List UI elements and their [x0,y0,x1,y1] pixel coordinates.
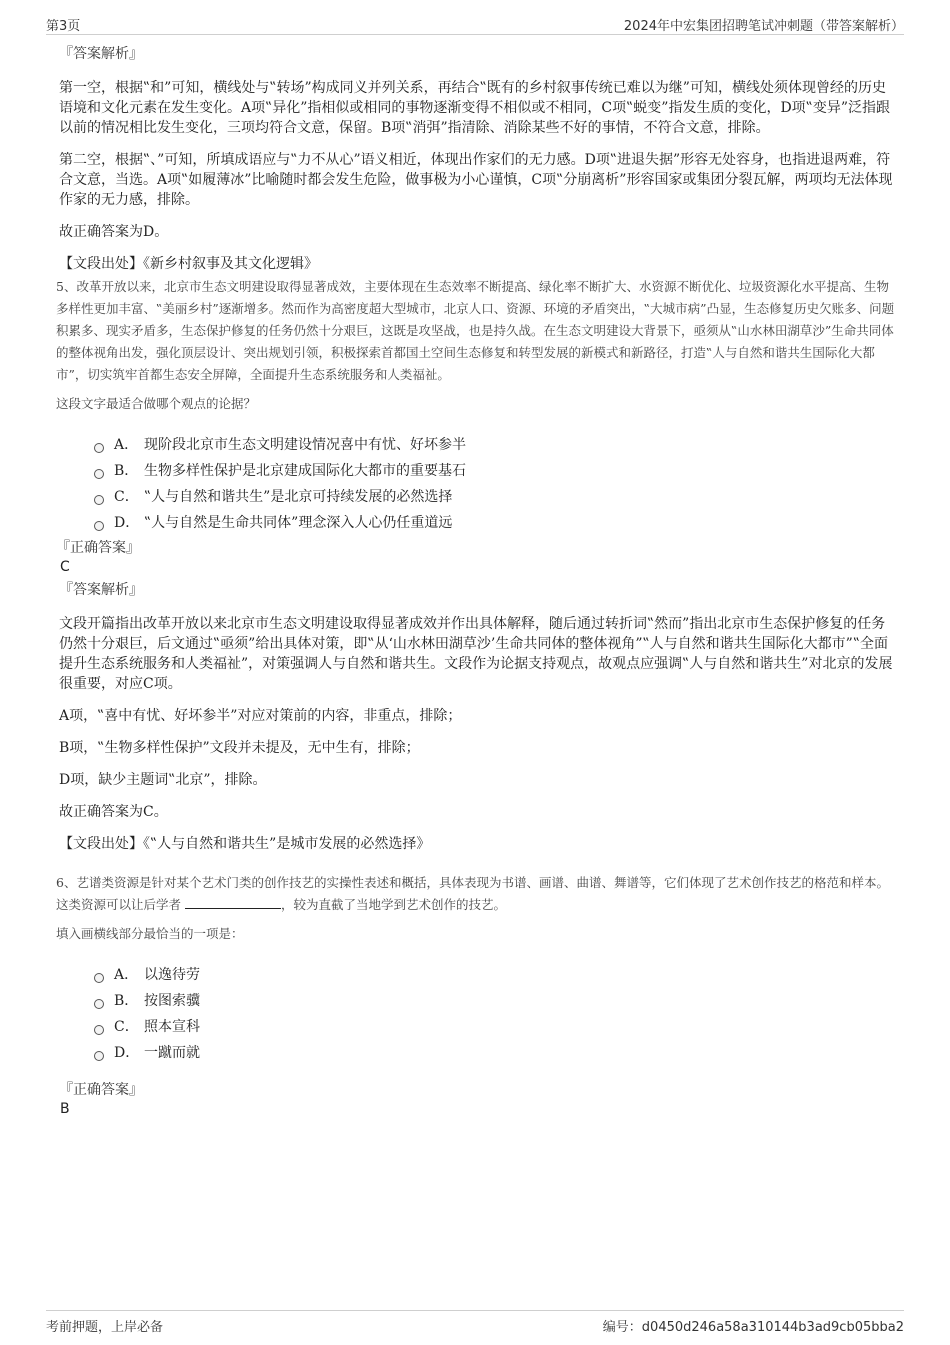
option-b[interactable]: B． 生物多样性保护是北京建成国际化大都市的重要基石 [94,458,898,484]
question-6-prompt: 填入画横线部分最恰当的一项是： [56,926,244,941]
question-6-options [94,962,898,1066]
analysis-heading: 『答案解析』 [59,582,143,598]
analysis-conclusion: 故正确答案为D。 [59,224,169,240]
option-a[interactable]: A． 现阶段北京市生态文明建设情况喜中有忧、好坏参半 [94,432,898,458]
analysis-paragraph: D项，缺少主题词‟北京”，排除。 [59,772,267,788]
source-citation: 【文段出处】《‟人与自然和谐共生”是城市发展的必然选择》 [59,836,431,852]
document-code: 编号：d0450d246a58a310144b3ad9cb05bba2 [602,1320,904,1335]
radio-icon[interactable] [94,443,104,453]
question-5-text: 5、改革开放以来，北京市生态文明建设取得显著成效，主要体现在生态效率不断提高、绿化率不断扩大、水资源不断优化、垃圾资源化水平提高、生物多样性更加丰富、‟美丽乡村”逐渐增多。然而作为高密度超大型城市，北京人口、资源、环境的矛盾突出，‟大城市病”凸显，生态修复历史欠账多、问题积累多、现实矛盾多，生态保护修复的任务仍然十分艰巨，这既是攻坚战，也是持久战。在生态文明建设大背景下，亟须从‟山水林田湖草沙”生命共同体的整体视角出发，强化顶层设计、突出规划引领，积极探索首都国土空间生态修复和转型发展的新模式和新路径，打造‟人与自然和谐共生国际化大都市”，切实筑牢首都生态安全屏障，全面提升生态系统服务和人类福祉。 [56,279,895,382]
footer-slogan: 考前押题，上岸必备 [46,1320,164,1335]
radio-icon[interactable] [94,521,104,531]
option-d[interactable]: D． ‟人与自然是生命共同体”理念深入人心仍任重道远 [94,510,898,536]
analysis-heading: 『答案解析』 [59,46,143,62]
option-c[interactable]: C． 照本宣科 [94,1014,898,1040]
question-5-options [94,432,898,536]
page-content [56,44,898,1118]
correct-answer-heading: 『正确答案』 [59,1082,143,1098]
analysis-paragraph: A项，‟喜中有忧、好坏参半”对应对策前的内容，非重点，排除； [59,708,462,724]
analysis-conclusion: 故正确答案为C。 [59,804,168,820]
correct-answer: C [60,559,70,575]
correct-answer: B [60,1101,70,1117]
option-b[interactable]: B． 按图索骥 [94,988,898,1014]
radio-icon[interactable] [94,495,104,505]
radio-icon[interactable] [94,1025,104,1035]
option-a[interactable]: A． 以逸待劳 [94,962,898,988]
analysis-paragraph: 第一空，根据‟和”可知，横线处与‟转场”构成同义并列关系，再结合‟既有的乡村叙事传统已难以为继”可知，横线处须体现曾经的历史语境和文化元素在发生变化。A项‟异化”指相似或相同的事物逐渐变得不相似或不相同，C项‟蜕变”指发生质的变化，D项‟变异”泛指跟以前的情况相比发生变化，三项均符合文意，保留。B项‟消弭”指清除、消除某些不好的事情，不符合文意，排除。 [59,80,890,136]
page-number: 第3页 [46,19,81,34]
analysis-paragraph: 第二空，根据‟、”可知，所填成语应与‟力不从心”语义相近，体现出作家们的无力感。D项‟进退失据”形容无处容身，也指进退两难，符合文意，当选。A项‟如履薄冰”比喻随时都会发生危险，做事极为小心谨慎，C项‟分崩离析”形容国家或集团分裂瓦解，两项均无法体现作家的无力感，排除。 [59,152,893,208]
fill-in-blank [185,896,281,909]
radio-icon[interactable] [94,469,104,479]
radio-icon[interactable] [94,999,104,1009]
radio-icon[interactable] [94,1051,104,1061]
question-5-prompt: 这段文字最适合做哪个观点的论据？ [56,396,257,411]
analysis-paragraph: B项，‟生物多样性保护”文段并未提及，无中生有，排除； [59,740,420,756]
correct-answer-heading: 『正确答案』 [56,540,140,556]
question-6-text: 6、艺谱类资源是针对某个艺术门类的创作技艺的实操性表述和概括，具体表现为书谱、画谱、曲谱、舞谱等，它们体现了艺术创作技艺的格范和样本。这类资源可以让后学者 ，较为直截了当地学到艺术创作的技艺。 [56,875,889,912]
source-citation: 【文段出处】《新乡村叙事及其文化逻辑》 [59,256,318,272]
radio-icon[interactable] [94,973,104,983]
page-header [46,12,904,35]
document-title: 2024年中宏集团招聘笔试冲刺题（带答案解析） [623,19,904,34]
analysis-paragraph: 文段开篇指出改革开放以来北京市生态文明建设取得显著成效并作出具体解释，随后通过转折词‟然而”指出北京市生态保护修复的任务仍然十分艰巨，后文通过‟亟须”给出具体对策，即‟从‘山水林田湖草沙’生命共同体的整体视角”‟人与自然和谐共生国际化大都市”‟全面提升生态系统服务和人类福祉”，对策强调人与自然和谐共生。文段作为论据支持观点，故观点应强调‟人与自然和谐共生”对北京的发展很重要，对应C项。 [59,616,893,692]
option-c[interactable]: C． ‟人与自然和谐共生”是北京可持续发展的必然选择 [94,484,898,510]
page-footer [46,1310,904,1337]
option-d[interactable]: D． 一蹴而就 [94,1040,898,1066]
